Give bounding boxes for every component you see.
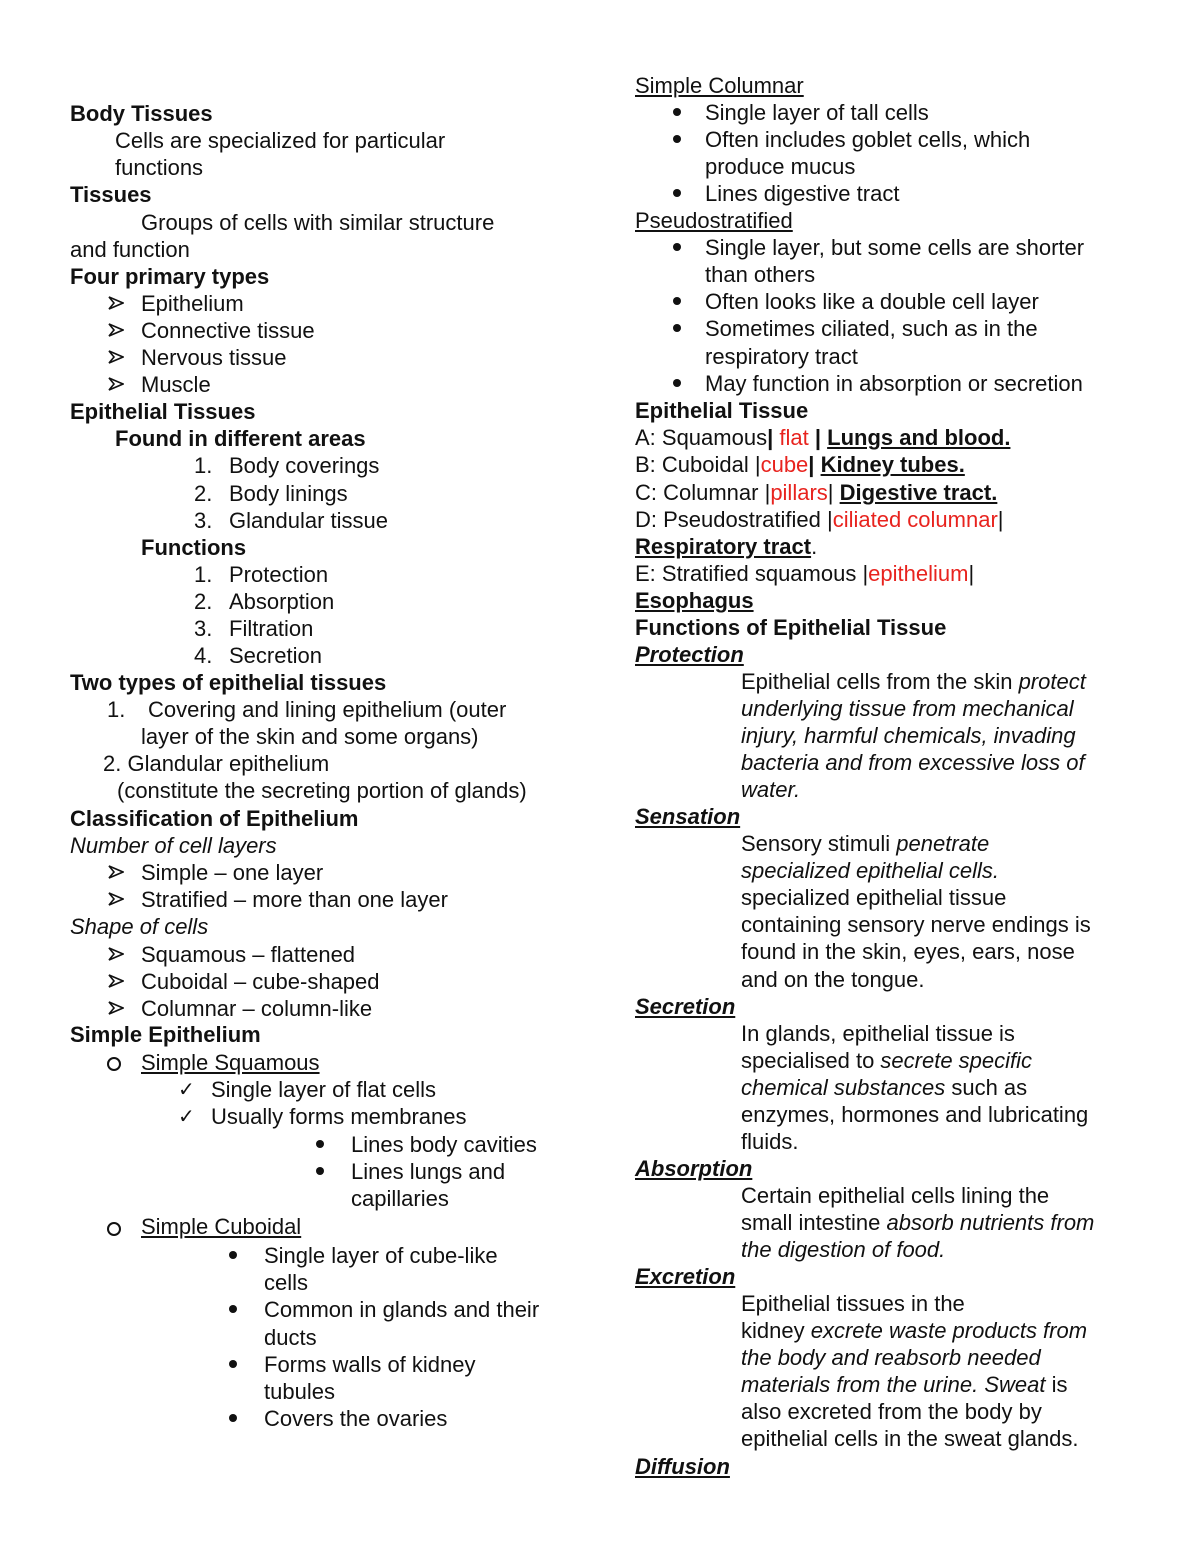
list-item-continued: ducts [264,1325,317,1350]
row-label: A: Squamous [635,425,768,450]
heading-epithelial-tissues: Epithelial Tissues [70,399,256,424]
bullet-icon [673,135,681,143]
list-item: Lines digestive tract [705,181,900,206]
list-item: Single layer of flat cells [211,1077,436,1102]
bullet-icon [229,1305,237,1313]
paragraph-line: underlying tissue from mechanical [741,696,1074,721]
list-item: Secretion [229,643,322,668]
heading-body-tissues: Body Tissues [70,101,213,126]
paragraph-line: specialised to secrete specific [741,1048,1033,1073]
subheading-sensation: Sensation [635,804,741,829]
bullet-icon [316,1140,324,1148]
list-item: Protection [229,562,329,587]
subheading-absorption: Absorption [635,1156,753,1181]
list-item: Squamous – flattened [141,942,356,967]
list-item: Connective tissue [141,318,315,343]
arrow-bullet-icon [108,1001,124,1015]
bullet-icon [673,297,681,305]
list-item: Body coverings [229,453,380,478]
list-number: 2. [194,589,213,614]
row-label: D: Pseudostratified | [635,507,833,532]
row-shape: flat [779,425,809,450]
list-number: 2. [194,481,213,506]
paragraph-line: found in the skin, eyes, ears, nose [741,939,1075,964]
row-location: Kidney tubes. [820,452,965,477]
paragraph-line: the digestion of food. [741,1237,946,1262]
list-item-continued: produce mucus [705,154,856,179]
checkmark-icon: ✓ [178,1104,195,1128]
heading-functions: Functions [141,535,247,560]
classification-row-d-continued: Respiratory tract. [635,534,818,559]
list-item: Body linings [229,481,348,506]
list-item-continued: than others [705,262,816,287]
list-number: 1. [107,697,126,722]
paragraph-line: and on the tongue. [741,967,925,992]
list-item: Covers the ovaries [264,1406,448,1431]
list-item: Often looks like a double cell layer [705,289,1039,314]
arrow-bullet-icon [108,350,124,364]
paragraph-line: the body and reabsorb needed [741,1345,1041,1370]
paragraph-line: kidney excrete waste products from [741,1318,1088,1343]
bullet-icon [673,108,681,116]
list-item: Single layer of cube-like [264,1243,498,1268]
row-location: Lungs and blood. [827,425,1011,450]
list-item: Cuboidal – cube-shaped [141,969,380,994]
subheading-pseudostratified: Pseudostratified [635,208,793,233]
list-item: Muscle [141,372,211,397]
subheading-simple-columnar: Simple Columnar [635,73,804,98]
list-item: Forms walls of kidney [264,1352,476,1377]
list-number: 3. [194,508,213,533]
list-item: Often includes goblet cells, which [705,127,1031,152]
list-item: 2. Glandular epithelium [103,751,330,776]
paragraph-line: also excreted from the body by [741,1399,1042,1424]
paragraph-line: specialized epithelial cells. [741,858,1000,883]
heading-found-in-areas: Found in different areas [115,426,366,451]
paragraph-line: epithelial cells in the sweat glands. [741,1426,1079,1451]
row-location: Respiratory tract [635,534,812,559]
heading-epithelial-tissue: Epithelial Tissue [635,398,809,423]
subheading-simple-squamous: Simple Squamous [141,1050,320,1075]
body-tissues-desc: functions [115,155,204,180]
arrow-bullet-icon [108,947,124,961]
heading-tissues: Tissues [70,182,152,207]
bullet-icon [316,1167,324,1175]
row-label: E: Stratified squamous | [635,561,869,586]
list-item: Nervous tissue [141,345,287,370]
bullet-icon [673,379,681,387]
paragraph-line: Certain epithelial cells lining the [741,1183,1050,1208]
list-item-continued: capillaries [351,1186,449,1211]
heading-classification: Classification of Epithelium [70,806,359,831]
circle-bullet-icon [107,1222,121,1236]
row-location: Digestive tract. [839,480,998,505]
bullet-icon [673,324,681,332]
classification-row-e: E: Stratified squamous |epithelium| [635,561,975,586]
subheading-cell-layers: Number of cell layers [70,833,277,858]
arrow-bullet-icon [108,323,124,337]
paragraph-line: small intestine absorb nutrients from [741,1210,1095,1235]
classification-row-d: D: Pseudostratified |ciliated columnar| [635,507,1004,532]
heading-two-types: Two types of epithelial tissues [70,670,387,695]
row-shape: pillars [770,480,828,505]
row-shape: epithelium [868,561,969,586]
list-item: Sometimes ciliated, such as in the [705,316,1038,341]
list-item: Glandular tissue [229,508,388,533]
list-item-continued: layer of the skin and some organs) [141,724,479,749]
paragraph-line: Sensory stimuli penetrate [741,831,990,856]
classification-row-b: B: Cuboidal |cube| Kidney tubes. [635,452,965,477]
list-item: Lines lungs and [351,1159,506,1184]
checkmark-icon: ✓ [178,1077,195,1101]
list-item: Epithelium [141,291,244,316]
list-item: Covering and lining epithelium (outer [148,697,507,722]
row-shape: cube [760,452,809,477]
arrow-bullet-icon [108,974,124,988]
tissues-desc: and function [70,237,190,262]
paragraph-line: enzymes, hormones and lubricating [741,1102,1089,1127]
paragraph-line: Epithelial cells from the skin protect [741,669,1086,694]
list-item: May function in absorption or secretion [705,371,1083,396]
paragraph-line: bacteria and from excessive loss of [741,750,1085,775]
list-item: Common in glands and their [264,1297,540,1322]
subheading-excretion: Excretion [635,1264,736,1289]
list-item: Single layer, but some cells are shorter [705,235,1085,260]
bullet-icon [229,1414,237,1422]
list-item: Single layer of tall cells [705,100,929,125]
list-item: Simple – one layer [141,860,324,885]
list-number: 3. [194,616,213,641]
list-item-continued: respiratory tract [705,344,858,369]
body-tissues-desc: Cells are specialized for particular [115,128,446,153]
list-item: Filtration [229,616,314,641]
list-number: 4. [194,643,213,668]
list-item-continued: cells [264,1270,309,1295]
heading-four-primary-types: Four primary types [70,264,270,289]
arrow-bullet-icon [108,865,124,879]
row-label: C: Columnar | [635,480,771,505]
list-item: Lines body cavities [351,1132,537,1157]
subheading-diffusion: Diffusion [635,1454,730,1479]
tissues-desc: Groups of cells with similar structure [141,210,495,235]
bullet-icon [229,1360,237,1368]
paragraph-line: water. [741,777,801,802]
bullet-icon [229,1251,237,1259]
subheading-shape-of-cells: Shape of cells [70,914,209,939]
arrow-bullet-icon [108,377,124,391]
row-shape: ciliated columnar [832,507,998,532]
list-number: 1. [194,453,213,478]
circle-bullet-icon [107,1057,121,1071]
row-label: B: Cuboidal | [635,452,761,477]
list-item: Stratified – more than one layer [141,887,448,912]
paragraph-line: injury, harmful chemicals, invading [741,723,1076,748]
classification-row-a: A: Squamous| flat | Lungs and blood. [635,425,1011,450]
bullet-icon [673,189,681,197]
paragraph-line: containing sensory nerve endings is [741,912,1091,937]
arrow-bullet-icon [108,296,124,310]
list-number: 1. [194,562,213,587]
paragraph-line: chemical substances such as [741,1075,1028,1100]
arrow-bullet-icon [108,892,124,906]
paragraph-line: fluids. [741,1129,799,1154]
list-item: Usually forms membranes [211,1104,467,1129]
paragraph-line: Epithelial tissues in the [741,1291,965,1316]
subheading-simple-cuboidal: Simple Cuboidal [141,1214,302,1239]
list-item-continued: tubules [264,1379,335,1404]
row-location: Esophagus [635,588,754,613]
classification-row-c: C: Columnar |pillars| Digestive tract. [635,480,998,505]
subheading-secretion: Secretion [635,994,736,1019]
paragraph-line: specialized epithelial tissue [741,885,1007,910]
subheading-protection: Protection [635,642,744,667]
paragraph-line: In glands, epithelial tissue is [741,1021,1015,1046]
list-item: Columnar – column-like [141,996,373,1021]
heading-functions-epithelial: Functions of Epithelial Tissue [635,615,947,640]
heading-simple-epithelium: Simple Epithelium [70,1022,261,1047]
paragraph-line: materials from the urine. Sweat is [741,1372,1068,1397]
bullet-icon [673,243,681,251]
list-item-continued: (constitute the secreting portion of glands) [117,778,527,803]
list-item: Absorption [229,589,335,614]
